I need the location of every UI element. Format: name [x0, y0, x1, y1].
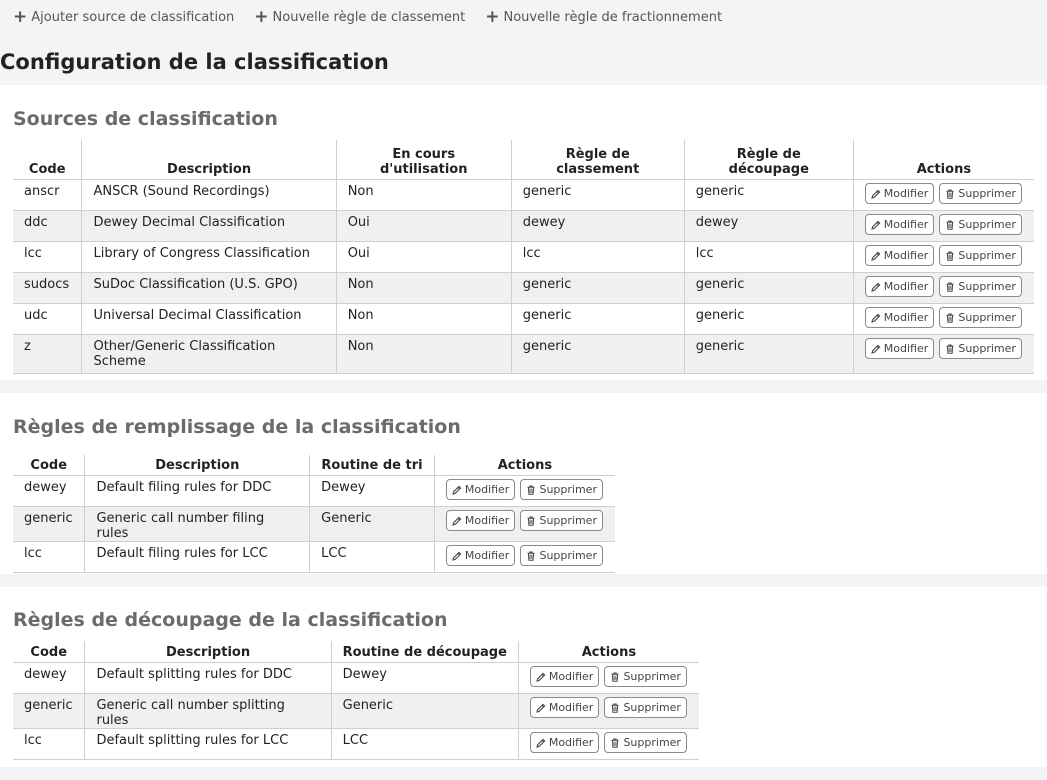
- delete-label: Supprimer: [623, 736, 681, 749]
- filing-rules-title: Règles de remplissage de la classification: [13, 416, 461, 438]
- cell-split: dewey: [684, 211, 853, 242]
- pencil-icon: [452, 551, 462, 561]
- toolbar: [13, 9, 722, 26]
- cell-description: Default splitting rules for LCC: [85, 729, 331, 760]
- cell-split: generic: [684, 180, 853, 211]
- pencil-icon: [871, 220, 881, 230]
- actions-cell: [853, 180, 1034, 211]
- cell-description: Generic call number filing rules: [85, 507, 310, 542]
- new-splitting-rule-button[interactable]: [485, 9, 722, 26]
- new-filing-rule-button[interactable]: [254, 9, 465, 26]
- cell-routine: Generic: [331, 694, 518, 729]
- cell-code: dewey: [13, 476, 85, 507]
- cell-code: dewey: [13, 663, 85, 694]
- cell-in_use: Non: [336, 273, 511, 304]
- delete-button[interactable]: [939, 307, 1022, 328]
- delete-button[interactable]: [604, 697, 687, 718]
- header-line: découpage: [728, 162, 809, 177]
- cell-filing: generic: [511, 273, 684, 304]
- edit-button[interactable]: [446, 510, 515, 531]
- cell-code: ddc: [13, 211, 82, 242]
- trash-icon: [610, 738, 620, 748]
- edit-button[interactable]: [865, 338, 934, 359]
- delete-button[interactable]: [520, 510, 603, 531]
- column-header-description[interactable]: Description: [85, 455, 310, 476]
- new-filing-rule-label: Nouvelle règle de classement: [272, 10, 466, 25]
- edit-label: Modifier: [883, 187, 929, 200]
- trash-icon: [526, 485, 536, 495]
- cell-filing: generic: [511, 335, 684, 374]
- splitting-rules-panel: [0, 587, 1047, 767]
- cell-code: sudocs: [13, 273, 82, 304]
- add-source-label: Ajouter source de classification: [31, 10, 235, 25]
- pencil-icon: [536, 672, 546, 682]
- delete-label: Supprimer: [623, 670, 681, 683]
- trash-icon: [526, 551, 536, 561]
- delete-button[interactable]: [520, 545, 603, 566]
- delete-label: Supprimer: [958, 342, 1016, 355]
- actions-cell: [853, 211, 1034, 242]
- actions-cell: [518, 663, 699, 694]
- cell-in_use: Non: [336, 335, 511, 374]
- delete-label: Supprimer: [958, 280, 1016, 293]
- cell-description: Default splitting rules for DDC: [85, 663, 331, 694]
- edit-button[interactable]: [865, 183, 934, 204]
- cell-code: generic: [13, 694, 85, 729]
- edit-label: Modifier: [464, 483, 510, 496]
- table-row: [13, 273, 1034, 304]
- filing-rules-table: [13, 455, 615, 573]
- header-line: Règle de: [736, 147, 801, 162]
- edit-button[interactable]: [446, 545, 515, 566]
- sources-panel: [0, 85, 1047, 380]
- plus-icon: +: [485, 7, 500, 27]
- cell-code: lcc: [13, 729, 85, 760]
- cell-routine: Dewey: [331, 663, 518, 694]
- delete-button[interactable]: [939, 338, 1022, 359]
- edit-button[interactable]: [865, 245, 934, 266]
- sources-table: [13, 140, 1034, 374]
- table-header-row: [13, 140, 1034, 180]
- pencil-icon: [871, 282, 881, 292]
- cell-code: z: [13, 335, 82, 374]
- edit-button[interactable]: [865, 307, 934, 328]
- delete-label: Supprimer: [539, 483, 597, 496]
- trash-icon: [610, 672, 620, 682]
- trash-icon: [945, 251, 955, 261]
- table-row: [13, 476, 615, 507]
- cell-description: Default filing rules for LCC: [85, 542, 310, 573]
- cell-description: Generic call number splitting rules: [85, 694, 331, 729]
- edit-button[interactable]: [530, 732, 599, 753]
- pencil-icon: [536, 738, 546, 748]
- table-row: [13, 335, 1034, 374]
- cell-code: anscr: [13, 180, 82, 211]
- edit-label: Modifier: [883, 249, 929, 262]
- delete-label: Supprimer: [623, 701, 681, 714]
- delete-label: Supprimer: [958, 218, 1016, 231]
- page-title: Configuration de la classification: [0, 50, 389, 74]
- edit-label: Modifier: [464, 549, 510, 562]
- column-header-code[interactable]: Code: [13, 455, 85, 476]
- column-header-code[interactable]: Code: [13, 641, 85, 663]
- delete-label: Supprimer: [539, 514, 597, 527]
- delete-button[interactable]: [604, 666, 687, 687]
- trash-icon: [945, 220, 955, 230]
- cell-filing: generic: [511, 180, 684, 211]
- edit-label: Modifier: [883, 280, 929, 293]
- cell-description: Other/Generic Classification Scheme: [82, 335, 336, 374]
- table-header-row: [13, 455, 615, 476]
- cell-filing: dewey: [511, 211, 684, 242]
- edit-label: Modifier: [883, 342, 929, 355]
- splitting-rules-table: [13, 641, 699, 760]
- header-line: En cours: [392, 147, 456, 162]
- header-line: classement: [556, 162, 640, 177]
- table-row: [13, 694, 699, 729]
- pencil-icon: [452, 485, 462, 495]
- edit-label: Modifier: [548, 701, 594, 714]
- pencil-icon: [536, 703, 546, 713]
- delete-label: Supprimer: [958, 311, 1016, 324]
- splitting-rules-title: Règles de découpage de la classification: [13, 609, 448, 631]
- delete-button[interactable]: [939, 183, 1022, 204]
- edit-label: Modifier: [464, 514, 510, 527]
- trash-icon: [945, 282, 955, 292]
- plus-icon: +: [254, 7, 269, 27]
- column-header-code[interactable]: Code: [13, 140, 82, 180]
- column-header-description[interactable]: Description: [85, 641, 331, 663]
- table-row: [13, 304, 1034, 335]
- trash-icon: [945, 313, 955, 323]
- cell-split: lcc: [684, 242, 853, 273]
- cell-code: udc: [13, 304, 82, 335]
- table-row: [13, 211, 1034, 242]
- column-header-actions: Actions: [853, 140, 1034, 180]
- edit-label: Modifier: [883, 218, 929, 231]
- cell-filing: generic: [511, 304, 684, 335]
- trash-icon: [610, 703, 620, 713]
- cell-code: lcc: [13, 242, 82, 273]
- edit-label: Modifier: [883, 311, 929, 324]
- column-header-filing-rule[interactable]: [511, 140, 684, 180]
- edit-button[interactable]: [865, 214, 934, 235]
- actions-cell: [518, 729, 699, 760]
- delete-button[interactable]: [939, 214, 1022, 235]
- cell-description: Default filing rules for DDC: [85, 476, 310, 507]
- edit-button[interactable]: [865, 276, 934, 297]
- edit-button[interactable]: [446, 479, 515, 500]
- column-header-routine[interactable]: Routine de tri: [310, 455, 435, 476]
- pencil-icon: [871, 313, 881, 323]
- pencil-icon: [871, 251, 881, 261]
- delete-button[interactable]: [939, 276, 1022, 297]
- sources-title: Sources de classification: [13, 108, 278, 130]
- actions-cell: [434, 542, 615, 573]
- trash-icon: [526, 516, 536, 526]
- edit-label: Modifier: [548, 736, 594, 749]
- cell-description: Library of Congress Classification: [82, 242, 336, 273]
- cell-split: generic: [684, 335, 853, 374]
- pencil-icon: [871, 344, 881, 354]
- cell-filing: lcc: [511, 242, 684, 273]
- column-header-description[interactable]: Description: [82, 140, 336, 180]
- actions-cell: [434, 507, 615, 542]
- cell-code: generic: [13, 507, 85, 542]
- actions-cell: [853, 242, 1034, 273]
- cell-description: SuDoc Classification (U.S. GPO): [82, 273, 336, 304]
- cell-routine: Generic: [310, 507, 435, 542]
- edit-button[interactable]: [530, 697, 599, 718]
- cell-description: Dewey Decimal Classification: [82, 211, 336, 242]
- cell-split: generic: [684, 304, 853, 335]
- trash-icon: [945, 189, 955, 199]
- cell-in_use: Non: [336, 180, 511, 211]
- delete-label: Supprimer: [539, 549, 597, 562]
- cell-description: ANSCR (Sound Recordings): [82, 180, 336, 211]
- delete-button[interactable]: [520, 479, 603, 500]
- header-line: Règle de: [565, 147, 630, 162]
- plus-icon: +: [13, 7, 28, 27]
- actions-cell: [853, 335, 1034, 374]
- table-row: [13, 542, 615, 573]
- delete-label: Supprimer: [958, 249, 1016, 262]
- column-header-actions: Actions: [518, 641, 699, 663]
- pencil-icon: [452, 516, 462, 526]
- column-header-in-use[interactable]: [336, 140, 511, 180]
- trash-icon: [945, 344, 955, 354]
- table-row: [13, 180, 1034, 211]
- delete-button[interactable]: [604, 732, 687, 753]
- pencil-icon: [871, 189, 881, 199]
- new-splitting-rule-label: Nouvelle règle de fractionnement: [503, 10, 723, 25]
- column-header-routine[interactable]: Routine de découpage: [331, 641, 518, 663]
- delete-button[interactable]: [939, 245, 1022, 266]
- table-row: [13, 663, 699, 694]
- actions-cell: [434, 476, 615, 507]
- table-row: [13, 507, 615, 542]
- actions-cell: [853, 304, 1034, 335]
- add-classification-source-button[interactable]: [13, 9, 234, 26]
- cell-in_use: Non: [336, 304, 511, 335]
- delete-label: Supprimer: [958, 187, 1016, 200]
- column-header-splitting-rule[interactable]: [684, 140, 853, 180]
- edit-button[interactable]: [530, 666, 599, 687]
- cell-split: generic: [684, 273, 853, 304]
- column-header-actions: Actions: [434, 455, 615, 476]
- cell-in_use: Oui: [336, 242, 511, 273]
- cell-routine: LCC: [310, 542, 435, 573]
- table-row: [13, 729, 699, 760]
- cell-code: lcc: [13, 542, 85, 573]
- table-row: [13, 242, 1034, 273]
- filing-rules-panel: [0, 393, 1047, 574]
- actions-cell: [853, 273, 1034, 304]
- cell-routine: Dewey: [310, 476, 435, 507]
- table-header-row: [13, 641, 699, 663]
- cell-in_use: Oui: [336, 211, 511, 242]
- cell-routine: LCC: [331, 729, 518, 760]
- header-line: d'utilisation: [379, 162, 468, 177]
- edit-label: Modifier: [548, 670, 594, 683]
- cell-description: Universal Decimal Classification: [82, 304, 336, 335]
- actions-cell: [518, 694, 699, 729]
